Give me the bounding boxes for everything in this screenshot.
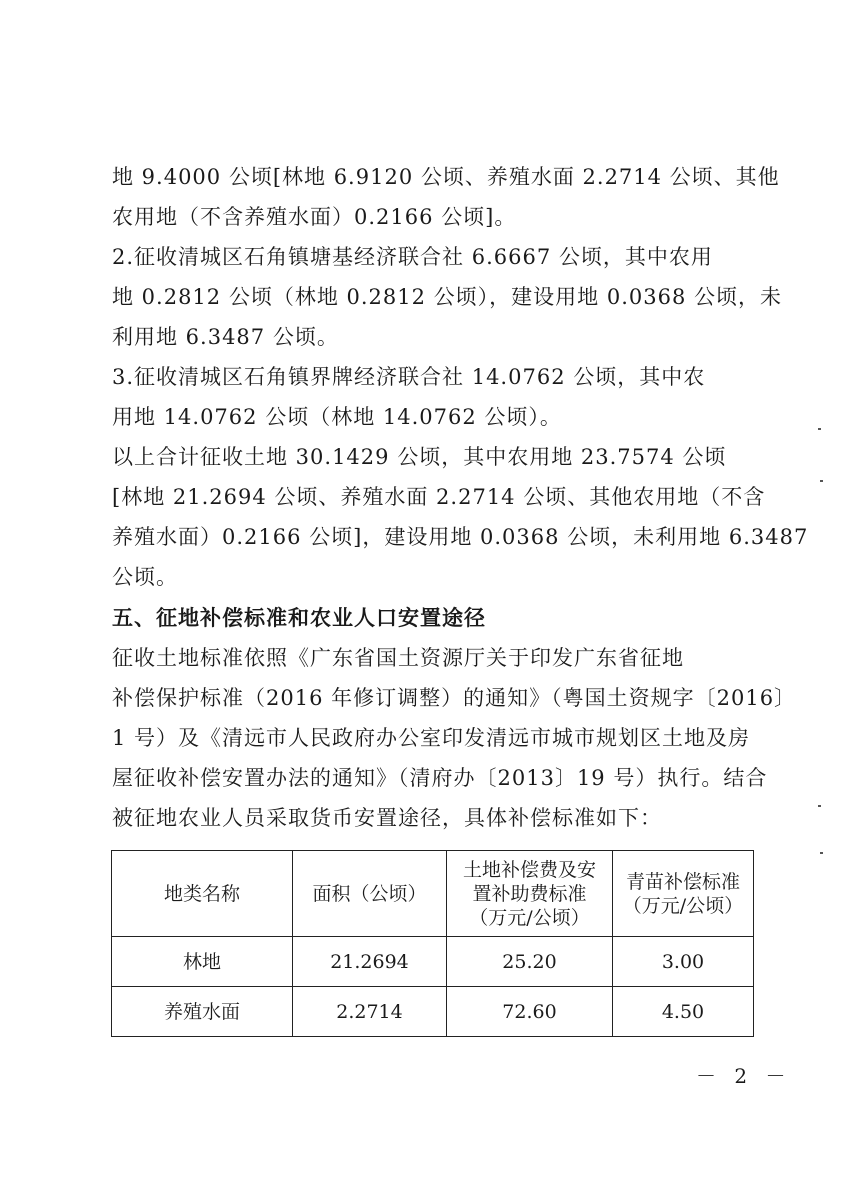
scan-speck: [818, 428, 821, 430]
text-line: 以上合计征收土地 30.1429 公顷，其中农用地 23.7574 公顷: [112, 445, 727, 469]
text-line: 被征地农业人员采取货币安置途径，具体补偿标准如下：: [112, 806, 662, 830]
cell-land-type: 养殖水面: [112, 987, 293, 1037]
table-row: [112, 987, 754, 1037]
page-number: － 2 －: [696, 1064, 792, 1088]
text-line: 地 9.4000 公顷[林地 6.9120 公顷、养殖水面 2.2714 公顷、其他: [112, 165, 780, 189]
text-line: 养殖水面）0.2166 公顷]，建设用地 0.0368 公顷，未利用地 6.3487: [112, 525, 809, 549]
header-area: 面积（公顷）: [293, 851, 447, 937]
header-land-compensation: 土地补偿费及安 置补助费标准 （万元/公顷）: [447, 851, 613, 937]
text-line: 地 0.2812 公顷（林地 0.2812 公顷），建设用地 0.0368 公顷，未: [112, 285, 782, 309]
text-line: 1 号）及《清远市人民政府办公室印发清远市城市规划区土地及房: [112, 726, 751, 750]
cell-land-compensation: 25.20: [447, 937, 613, 987]
cell-land-type: 林地: [112, 937, 293, 987]
text-line: 利用地 6.3487 公顷。: [112, 325, 339, 349]
text-line: 用地 14.0762 公顷（林地 14.0762 公顷）。: [112, 405, 562, 429]
text-line: 公顷。: [112, 565, 178, 589]
text-line: 农用地（不含养殖水面）0.2166 公顷]。: [112, 205, 517, 229]
cell-area: 21.2694: [293, 937, 447, 987]
scan-speck: [820, 480, 823, 482]
scan-speck: [818, 805, 821, 807]
header-crop-compensation: 青苗补偿标准 （万元/公顷）: [613, 851, 754, 937]
text-line: 补偿保护标准（2016 年修订调整）的通知》（粤国土资规字〔2016〕: [112, 686, 797, 710]
compensation-table: [111, 850, 754, 1037]
cell-land-compensation: 72.60: [447, 987, 613, 1037]
cell-crop-compensation: 4.50: [613, 987, 754, 1037]
table-header-row: [112, 851, 754, 937]
section-heading: 五、征地补偿标准和农业人口安置途径: [112, 606, 486, 630]
text-line: 征收土地标准依照《广东省国土资源厅关于印发广东省征地: [112, 646, 684, 670]
scan-speck: [820, 852, 823, 854]
cell-area: 2.2714: [293, 987, 447, 1037]
text-line: 2.征收清城区石角镇塘基经济联合社 6.6667 公顷，其中农用: [112, 245, 713, 269]
table-row: [112, 937, 754, 987]
text-line: [林地 21.2694 公顷、养殖水面 2.2714 公顷、其他农用地（不含: [112, 485, 766, 509]
header-land-type: 地类名称: [112, 851, 293, 937]
cell-crop-compensation: 3.00: [613, 937, 754, 987]
text-line: 屋征收补偿安置办法的通知》（清府办〔2013〕19 号）执行。结合: [112, 766, 768, 790]
text-line: 3.征收清城区石角镇界牌经济联合社 14.0762 公顷，其中农: [112, 365, 706, 389]
